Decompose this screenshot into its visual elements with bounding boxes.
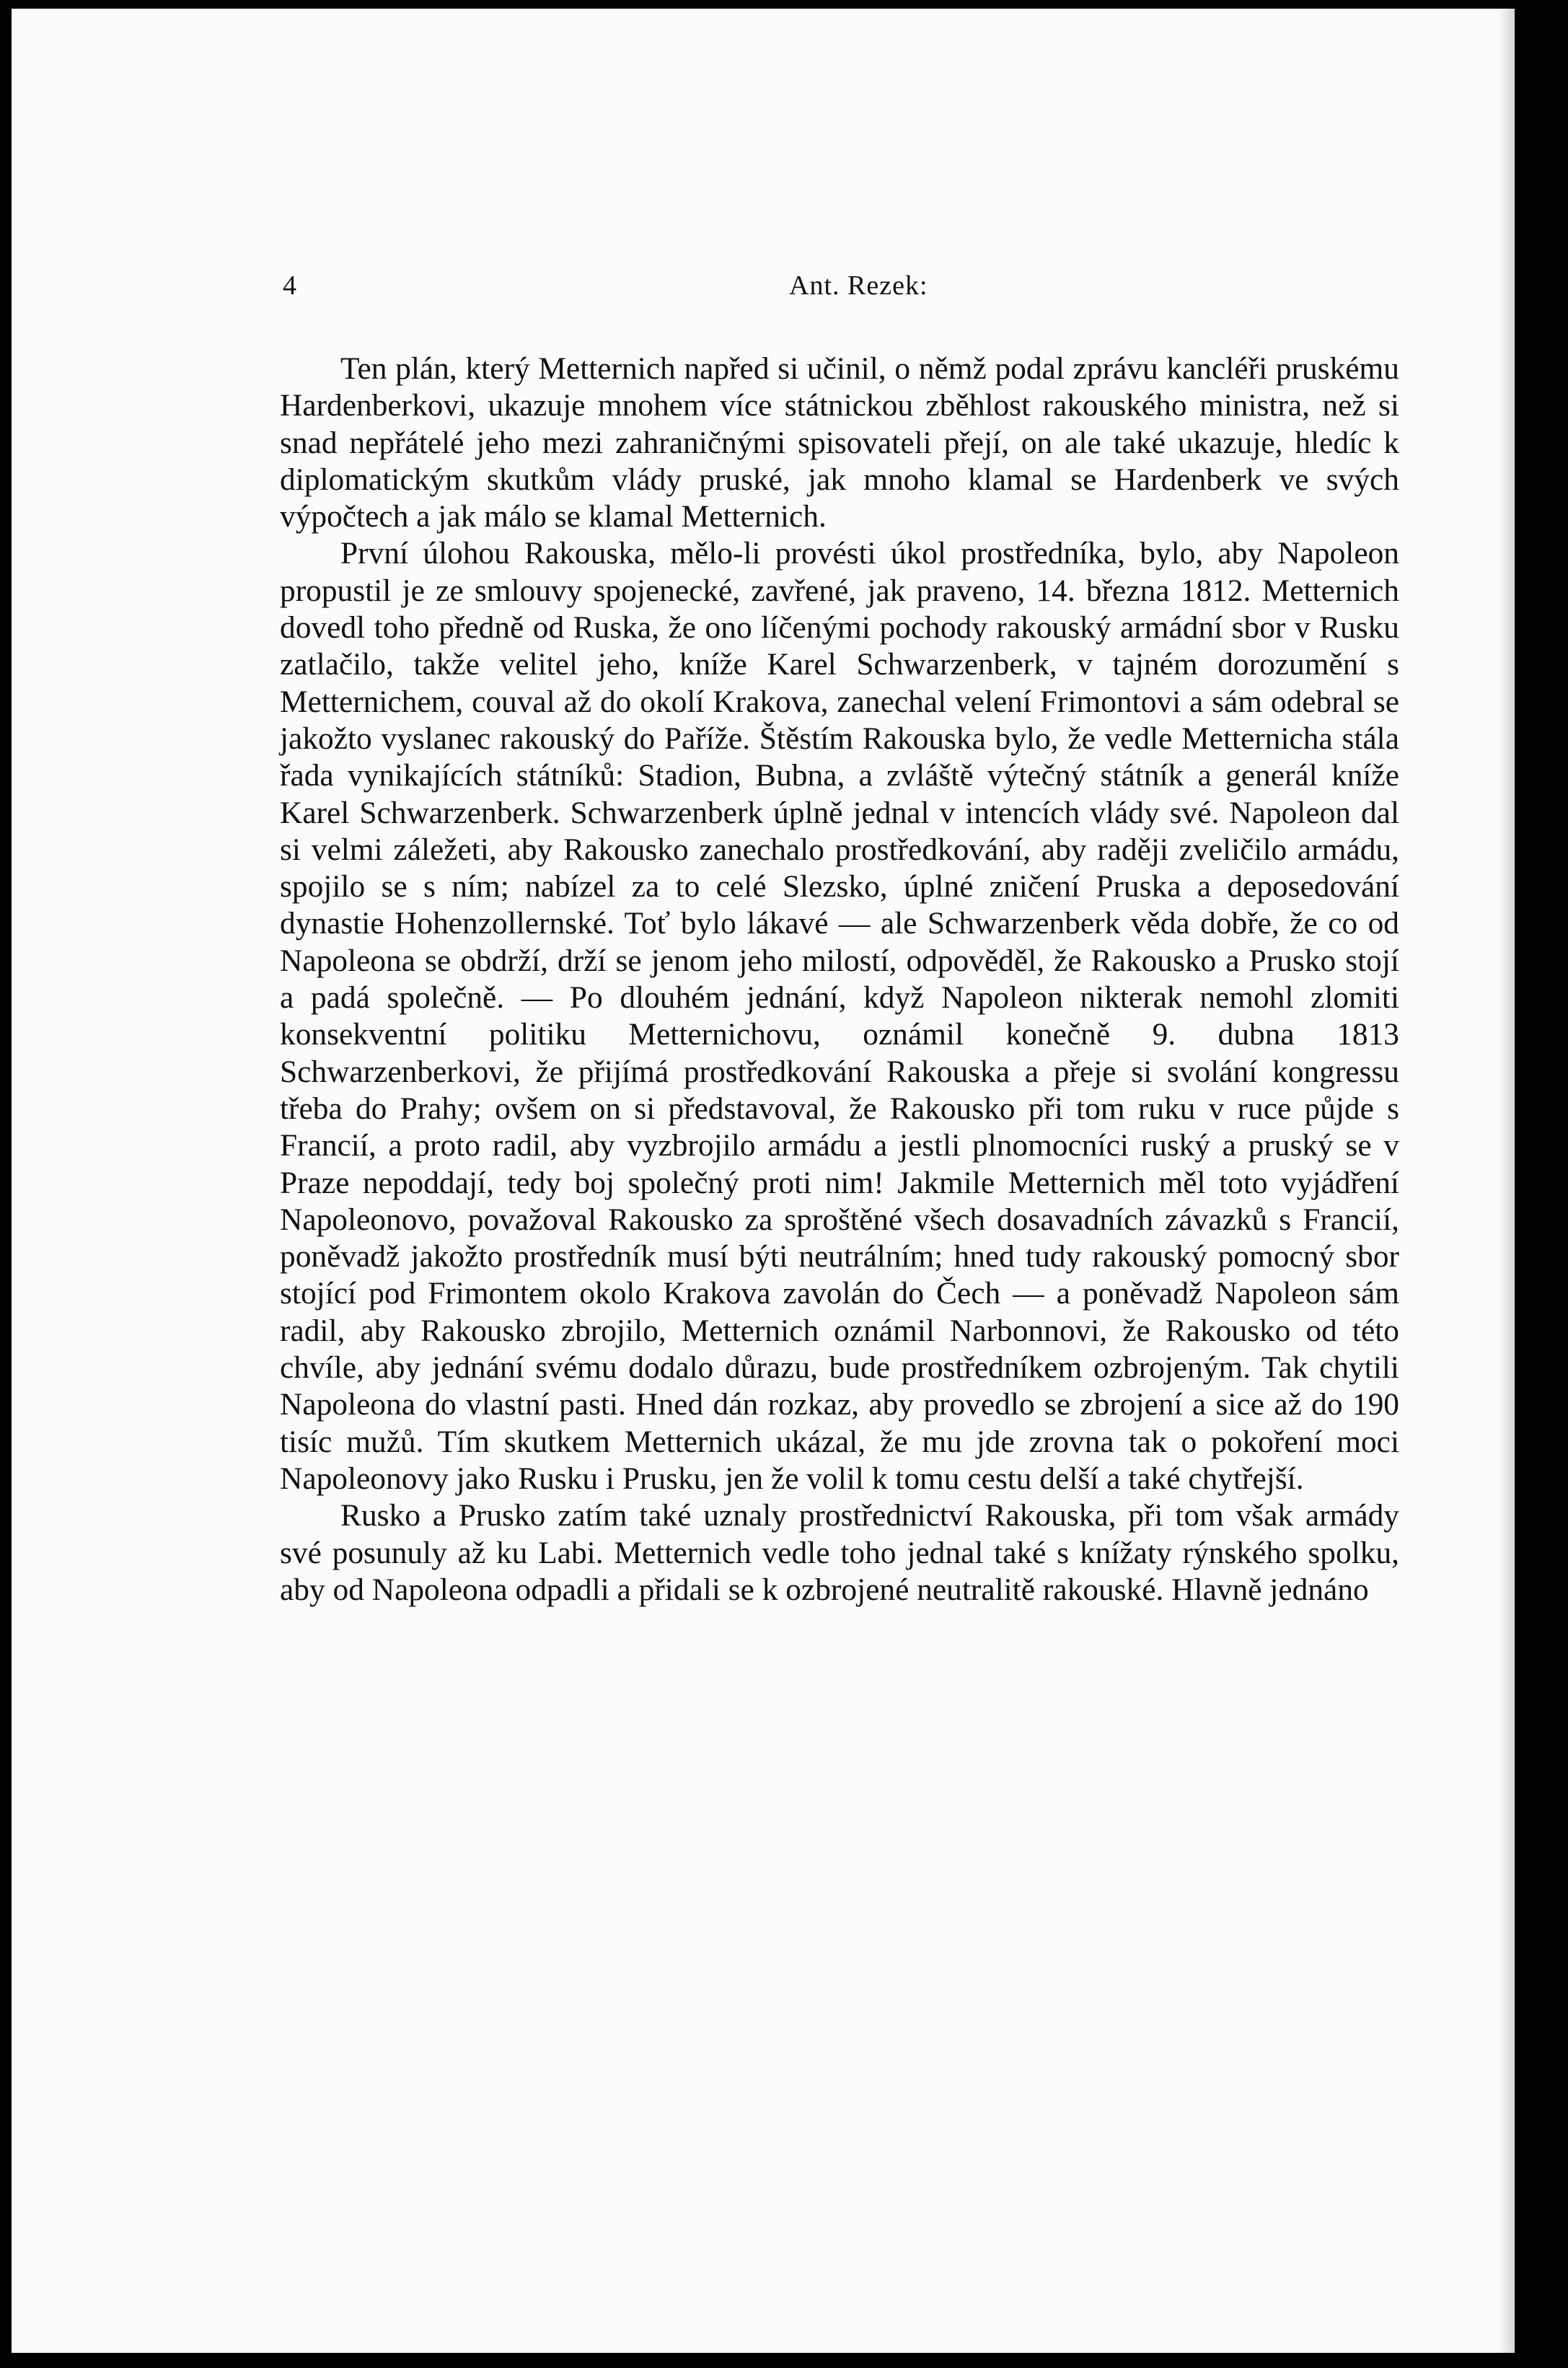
body-text: [280, 351, 1399, 1608]
running-head: [12, 270, 1515, 313]
paragraph-2: První úlohou Rakouska, mělo-li provésti úkol prostředníka, bylo, aby Napoleon propustil je ze smlouvy spojenecké, zavřené, jak praveno, 14. března 1812. Metternich dovedl toho předně od Ruska, že ono líčenými pochody rakouský armádní sbor v Rusku zatlačilo, takže velitel jeho, kníže Karel Schwarzenberk, v tajném dorozumění s Metternichem, couval až do okolí Krakova, zanechal velení Frimontovi a sám odebral se jakožto vyslanec rakouský do Paříže. Štěstím Rakouska bylo, že vedle Metternicha stála řada vynikajících státníků: Stadion, Bubna, a zvláště výtečný státník a generál kníže Karel Schwarzenberk. Schwarzenberk úplně jednal v intencích vlády své. Napoleon dal si velmi záležeti, aby Rakousko zanechalo prostředkování, aby raději zveličilo armádu, spojilo se s ním; nabízel za to celé Slezsko, úplné zničení Pruska a deposedování dynastie Hohenzollernské. Toť bylo lákavé — ale Schwarzenberk věda dobře, že co od Napoleona se obdrží, drží se jenom jeho milostí, odpověděl, že Rakousko a Prusko stojí a padá společně. — Po dlouhém jednání, když Napoleon nikterak nemohl zlomiti konsekventní politiku Metternichovu, oznámil konečně 9. dubna 1813 Schwarzenberkovi, že přijímá prostředkování Rakouska a přeje si svolání kongressu třeba do Prahy; ovšem on si představoval, že Rakousko při tom ruku v ruce půjde s Francií, a proto radil, aby vyzbrojilo armádu a jestli plnomocníci ruský a pruský se v Praze nepoddají, tedy boj společný proti nim! Jakmile Metternich měl toto vyjádření Napoleonovo, považoval Rakousko za sproštěné všech dosavadních závazků s Francií, poněvadž jakožto prostředník musí býti neutrálním; hned tudy rakouský pomocný sbor stojící pod Frimontem okolo Krakova zavolán do Čech — a poněvadž Napoleon sám radil, aby Rakousko zbrojilo, Metternich oznámil Narbonnovi, že Rakousko od této chvíle, aby jednání svému dodalo důrazu, bude prostředníkem ozbrojeným. Tak chytili Napoleona do vlastní pasti. Hned dán rozkaz, aby provedlo se zbrojení a sice až do 190 tisíc mužů. Tím skutkem Metternich ukázal, že mu jde zrovna tak o pokoření moci Napoleonovy jako Rusku i Prusku, jen že volil k tomu cestu delší a také chytřejší.: [280, 536, 1399, 1496]
book-page: [12, 9, 1515, 2353]
paragraph-1: Ten plán, který Metternich napřed si učinil, o němž podal zprávu kancléři pruskému Hardenberkovi, ukazuje mnohem více státnickou zběhlost rakouského ministra, než si snad nepřátelé jeho mezi zahraničnými spisovateli přejí, on ale také ukazuje, hledíc k diplomatickým skutkům vlády pruské, jak mnoho klamal se Hardenberk ve svých výpočtech a jak málo se klamal Metternich.: [280, 351, 1399, 534]
paragraph-3: Rusko a Prusko zatím také uznaly prostřednictví Rakouska, při tom však armády své posunuly až ku Labi. Metternich vedle toho jednal také s knížaty rýnského spolku, aby od Napoleona odpadli a přidali se k ozbrojené neutralitě rakouské. Hlavně jednáno: [280, 1498, 1399, 1607]
page-edge-shadow: [1499, 9, 1515, 2353]
running-title: Ant. Rezek:: [789, 270, 928, 301]
page-number: 4: [283, 270, 296, 301]
